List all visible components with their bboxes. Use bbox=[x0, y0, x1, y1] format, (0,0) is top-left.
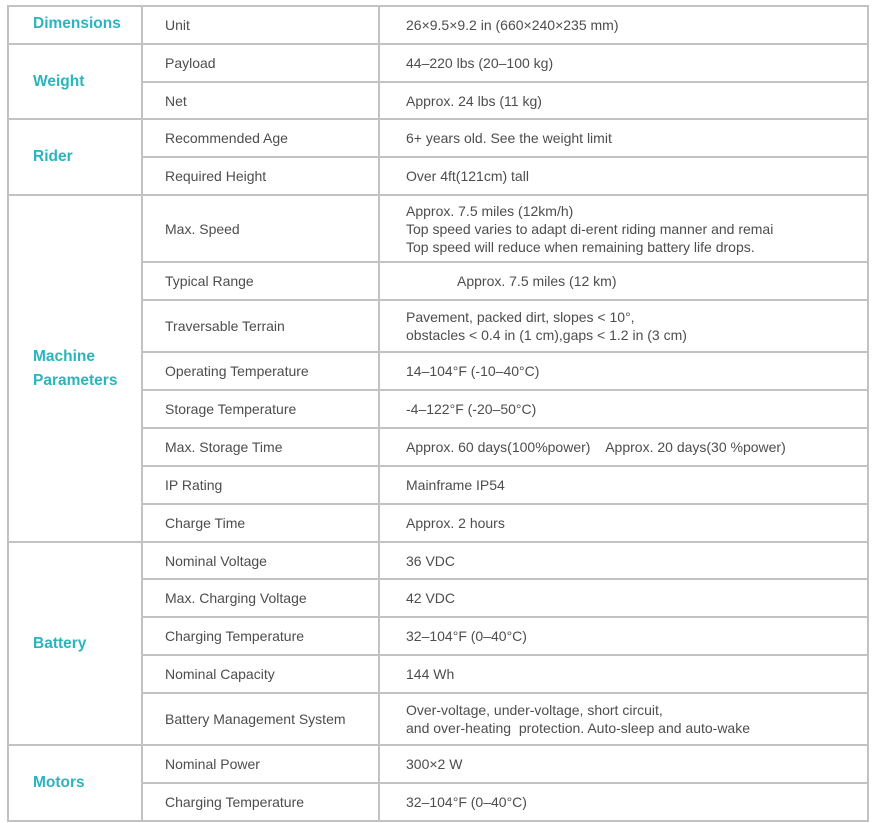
spec-value: 44–220 lbs (20–100 kg) bbox=[379, 44, 868, 82]
spec-value: -4–122°F (-20–50°C) bbox=[379, 390, 868, 428]
spec-label: Net bbox=[142, 82, 379, 119]
spec-label: Battery Management System bbox=[142, 693, 379, 745]
spec-value: 14–104°F (-10–40°C) bbox=[379, 352, 868, 390]
spec-value: 36 VDC bbox=[379, 542, 868, 579]
specifications-table bbox=[7, 5, 869, 822]
spec-label: Charge Time bbox=[142, 504, 379, 542]
spec-value: Approx. 7.5 miles (12km/h) Top speed varies to adapt di-erent riding manner and remai Top speed will reduce when remaining battery life drops. bbox=[379, 195, 868, 262]
spec-value: Mainframe IP54 bbox=[379, 466, 868, 504]
spec-row bbox=[8, 6, 868, 44]
category-battery: Battery bbox=[8, 542, 142, 745]
spec-row bbox=[8, 44, 868, 82]
spec-label: Nominal Voltage bbox=[142, 542, 379, 579]
spec-value: Approx. 2 hours bbox=[379, 504, 868, 542]
spec-label: Payload bbox=[142, 44, 379, 82]
spec-value: 32–104°F (0–40°C) bbox=[379, 617, 868, 655]
spec-label: Traversable Terrain bbox=[142, 300, 379, 352]
spec-label: Charging Temperature bbox=[142, 783, 379, 821]
spec-label: Max. Charging Voltage bbox=[142, 579, 379, 617]
spec-value: 32–104°F (0–40°C) bbox=[379, 783, 868, 821]
spec-value: 6+ years old. See the weight limit bbox=[379, 119, 868, 157]
spec-label: Nominal Power bbox=[142, 745, 379, 783]
category-dimensions: Dimensions bbox=[8, 6, 142, 44]
spec-label: Operating Temperature bbox=[142, 352, 379, 390]
spec-label: Nominal Capacity bbox=[142, 655, 379, 693]
spec-label: Charging Temperature bbox=[142, 617, 379, 655]
spec-row bbox=[8, 119, 868, 157]
spec-value: 26×9.5×9.2 in (660×240×235 mm) bbox=[379, 6, 868, 44]
spec-value: Over 4ft(121cm) tall bbox=[379, 157, 868, 195]
category-machine-parameters bbox=[8, 195, 142, 542]
spec-row bbox=[8, 542, 868, 579]
spec-value: 144 Wh bbox=[379, 655, 868, 693]
category-line: Parameters bbox=[33, 371, 118, 389]
spec-value: Pavement, packed dirt, slopes < 10°, obstacles < 0.4 in (1 cm),gaps < 1.2 in (3 cm) bbox=[379, 300, 868, 352]
spec-value: Approx. 24 lbs (11 kg) bbox=[379, 82, 868, 119]
spec-label: Recommended Age bbox=[142, 119, 379, 157]
spec-label: Max. Speed bbox=[142, 195, 379, 262]
category-motors: Motors bbox=[8, 745, 142, 821]
spec-label: Required Height bbox=[142, 157, 379, 195]
spec-label: Unit bbox=[142, 6, 379, 44]
spec-label: Typical Range bbox=[142, 262, 379, 300]
spec-label: Max. Storage Time bbox=[142, 428, 379, 466]
spec-value: Approx. 7.5 miles (12 km) bbox=[379, 262, 868, 300]
category-line: Machine bbox=[33, 347, 96, 365]
category-rider: Rider bbox=[8, 119, 142, 195]
spec-value: Over-voltage, under-voltage, short circuit, and over-heating protection. Auto-sleep and auto-wake bbox=[379, 693, 868, 745]
category-weight: Weight bbox=[8, 44, 142, 119]
spec-value: Approx. 60 days(100%power) Approx. 20 days(30 %power) bbox=[379, 428, 868, 466]
spec-row bbox=[8, 745, 868, 783]
spec-label: Storage Temperature bbox=[142, 390, 379, 428]
spec-value: 300×2 W bbox=[379, 745, 868, 783]
spec-label: IP Rating bbox=[142, 466, 379, 504]
spec-row bbox=[8, 195, 868, 262]
spec-value: 42 VDC bbox=[379, 579, 868, 617]
